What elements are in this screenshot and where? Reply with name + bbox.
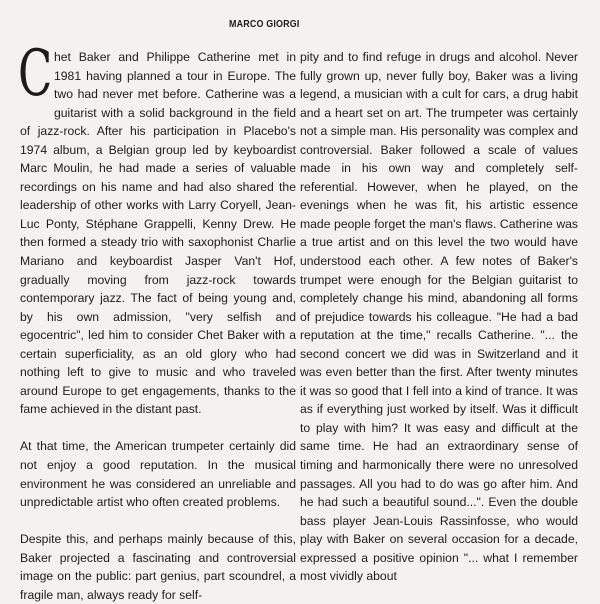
paragraph-3: Despite this, and perhaps mainly because of this, Baker projected a fascinating and controversial image on the public: part genius, part scoundrel, a fragile man, always ready for self- <box>20 532 296 602</box>
paragraph-1 <box>18 37 296 419</box>
paragraph-continued: pity and to find refuge in drugs and alcohol. Never fully grown up, never fully boy, Baker was a living legend, a musician with a cult for cars, a drug habit and a heart set on art. The trumpeter was certainly not a simple man. His personality was complex and controversial. Baker followed a scale of values made in his own way and completely self-referential. However, when he played, on the evenings when he was fit, his artistic essence made people forget the man's flaws. Catherine was a true artist and on this level the two would have understood each other. A few notes of Baker's trumpet were enough for the Belgian guitarist to completely change his mind, abandoning all forms of prejudice towards his colleague. "He had a bad reputation at the time," recalls Catherine. "... the second concert we did was in Switzerland and it was even better than the first. After twenty minutes it was so good that I fell into a kind of trance. It was as if everything just worked by itself. Was it difficult to play with him? It was easy and difficult at the same time. He had an extraordinary sense of timing and harmonically there were no unresolved passages. All you had to do was go after him. And he had such a beautiful sound...". Even the double bass player Jean-Louis Rassinfosse, who would play with Baker on several occasion for a decade, expressed a positive opinion "... what I remember most vividly about <box>300 50 578 584</box>
drop-cap: C <box>18 37 53 111</box>
paragraph-2: At that time, the American trumpeter certainly did not enjoy a good reputation. In the musical environment he was considered an unreliable and unpredictable artist who often created problems. <box>20 439 296 510</box>
left-column <box>18 37 296 604</box>
paragraph-1-text: het Baker and Philippe Catherine met in 1981 having planned a tour in Europe. The two had never met before. Catherine was a guitarist with a solid background in the field of jazz-rock. After his participation in Placebo's 1974 album, a Belgian group led by keyboardist Marc Moulin, he had made a series of valuable recordings on his name and had also shared the leadership of other works with Larry Coryell, Jean-Luc Ponty, Stéphane Grappelli, Kenny Drew. He then formed a steady trio with saxophonist Charlie Mariano and keyboardist Jasper Van't Hof, gradually moving from jazz-rock towards contemporary jazz. The fact of being young and, by his own admission, "very selfish and egocentric", led him to consider Chet Baker with a certain superficiality, as an old glory who had nothing left to give to music and who traveled around Europe to get engagements, thanks to the fame achieved in the distant past. <box>20 50 296 417</box>
author-name: MARCO GIORGI <box>229 18 300 30</box>
right-column <box>300 48 578 586</box>
